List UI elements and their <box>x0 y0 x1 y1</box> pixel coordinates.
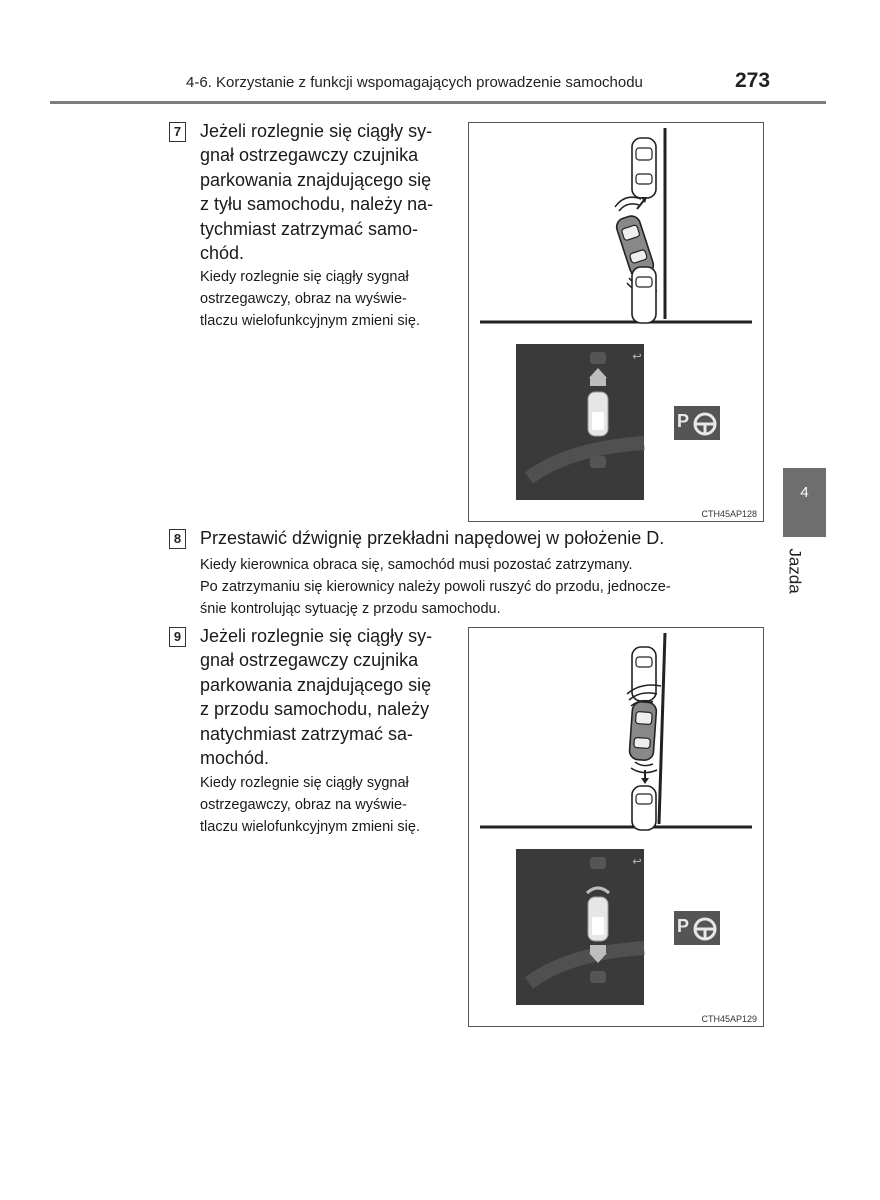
figure-rear-warning <box>468 122 764 522</box>
step-8-note-line: Po zatrzymaniu się kierownicy należy powoli ruszyć do przodu, jednocze- <box>200 579 671 595</box>
figure-front-warning <box>468 627 764 1027</box>
front-sensor-dim <box>590 352 606 364</box>
own-car-forward-icon <box>629 701 657 761</box>
step-9-note-line: ostrzegawczy, obraz na wyświe- <box>200 797 407 813</box>
step-7-note-line: ostrzegawczy, obraz na wyświe- <box>200 291 407 307</box>
step-9-line: gnał ostrzegawczy czujnika <box>200 650 419 671</box>
chapter-number: 4 <box>800 484 809 501</box>
front-sensor-dim <box>590 857 606 869</box>
step-9-line: parkowania znajdującego się <box>200 674 432 695</box>
chapter-tab <box>783 468 826 537</box>
rear-sensor-dim <box>590 971 606 983</box>
return-arrow-icon: ↩ <box>632 351 642 363</box>
parking-steering-assist-icon <box>674 406 720 440</box>
arrow-head <box>641 778 649 784</box>
rear-parking-diagram <box>469 123 763 328</box>
step-9-note-line: tlaczu wielofunkcyjnym zmieni się. <box>200 819 420 835</box>
step-number-8: 8 <box>169 529 186 549</box>
step-8-line: Przestawić dźwignię przekładni napędowej w położenie D. <box>200 528 665 548</box>
parked-car-rear-icon <box>632 786 656 830</box>
step-7-line: parkowania znajdującego się <box>200 169 432 190</box>
figure-code: CTH45AP128 <box>701 509 757 519</box>
step-7-line: tychmiast zatrzymać samo- <box>200 218 419 239</box>
parked-car-rear-icon <box>632 267 656 323</box>
parked-car-front-icon <box>632 138 656 198</box>
step-7-note-line: tlaczu wielofunkcyjnym zmieni się. <box>200 313 420 329</box>
front-parking-diagram <box>469 628 763 833</box>
return-arrow-icon: ↩ <box>632 856 642 868</box>
step-9-instruction <box>200 624 454 770</box>
step-7-line: gnał ostrzegawczy czujnika <box>200 145 419 166</box>
step-7-line: z tyłu samochodu, należy na- <box>200 194 434 215</box>
parking-steering-assist-icon <box>674 911 720 945</box>
own-car-display-icon <box>588 897 608 941</box>
step-number-7: 7 <box>169 122 186 142</box>
step-8-note-line: Kiedy kierownica obraca się, samochód musi pozostać zatrzymany. <box>200 557 633 573</box>
page-number: 273 <box>735 69 771 92</box>
chapter-label <box>786 541 816 601</box>
step-number-9: 9 <box>169 627 186 647</box>
curb-line <box>659 633 665 824</box>
header-divider <box>50 101 826 104</box>
step-7-note-line: Kiedy rozlegnie się ciągły sygnał <box>200 269 409 285</box>
front-sensor-bar <box>590 378 606 386</box>
chapter-label-text: Jazda <box>785 548 805 594</box>
section-title: 4-6. Korzystanie z funkcji wspomagających prowadzenie samochodu <box>186 74 643 91</box>
step-7-line: Jeżeli rozlegnie się ciągły sy- <box>200 121 433 141</box>
step-9-note-line: Kiedy rozlegnie się ciągły sygnał <box>200 775 409 791</box>
step-8-instruction <box>200 526 760 550</box>
rear-sensor-dim <box>590 456 606 468</box>
figure-code: CTH45AP129 <box>701 1014 757 1024</box>
step-9-note <box>200 772 458 838</box>
multi-info-display-rear <box>469 328 763 513</box>
svg-text:P: P <box>677 916 690 936</box>
step-9-line: natychmiast zatrzymać sa- <box>200 723 414 744</box>
step-9-line: Jeżeli rozlegnie się ciągły sy- <box>200 626 433 646</box>
rear-sensor-bar <box>590 945 606 953</box>
svg-text:P: P <box>677 411 690 431</box>
step-8-note <box>200 554 770 620</box>
step-9-line: z przodu samochodu, należy <box>200 699 430 720</box>
own-car-display-icon <box>588 392 608 436</box>
step-7-line: chód. <box>200 243 245 264</box>
step-8-note-line: śnie kontrolując sytuację z przodu samochodu. <box>200 601 501 617</box>
multi-info-display-front <box>469 833 763 1018</box>
step-9-line: mochód. <box>200 748 270 769</box>
step-7-instruction <box>200 119 454 265</box>
step-7-note <box>200 266 458 332</box>
